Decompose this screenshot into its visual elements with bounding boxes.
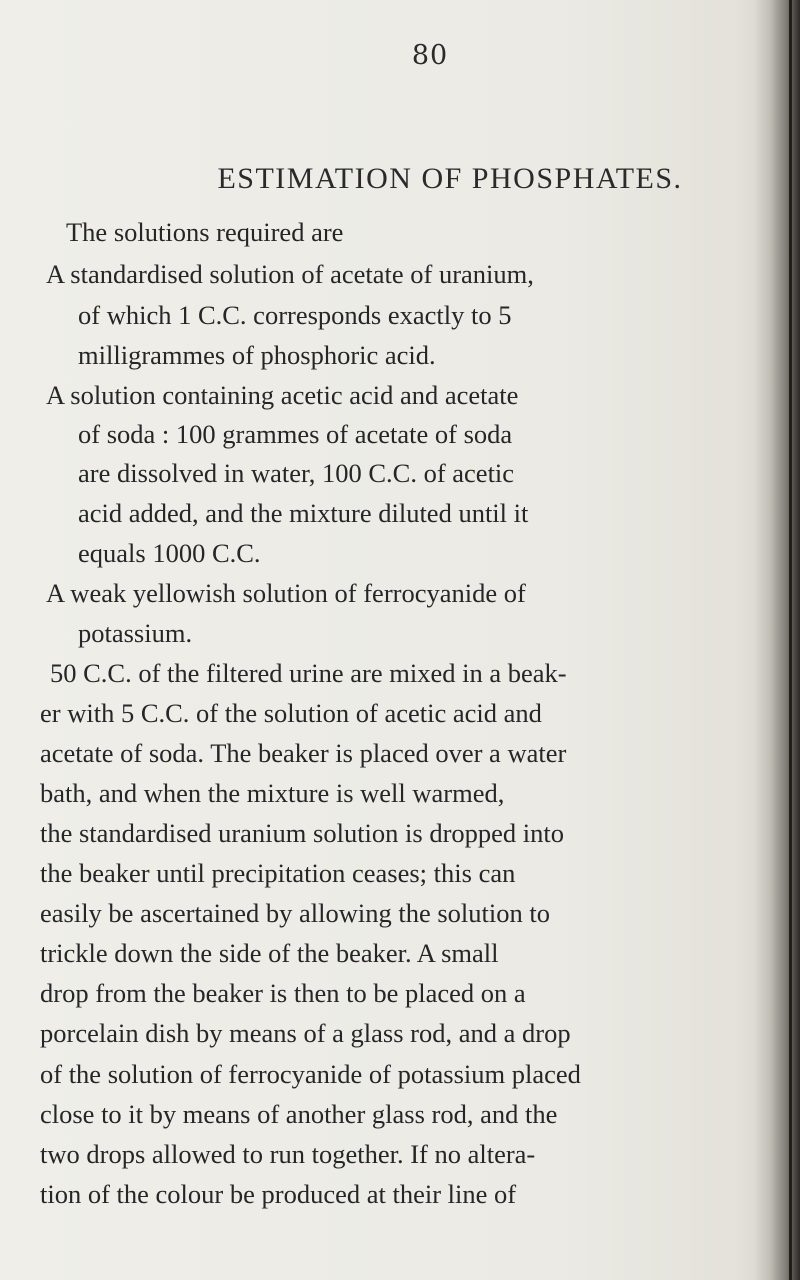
text-line: 50 C.C. of the filtered urine are mixed in a beak- (50, 658, 567, 688)
text-line: A standardised solution of acetate of uranium, (46, 259, 534, 289)
text-line: of which 1 C.C. corresponds exactly to 5 (78, 300, 512, 330)
text-line: of the solution of ferrocyanide of potassium placed (40, 1059, 581, 1089)
text-line: The solutions required are (66, 217, 344, 247)
text-line: A solution containing acetic acid and acetate (46, 380, 519, 410)
text-line: easily be ascertained by allowing the solution to (40, 898, 550, 928)
text-line: equals 1000 C.C. (78, 538, 261, 568)
text-line: trickle down the side of the beaker. A small (40, 938, 499, 968)
text-line: of soda : 100 grammes of acetate of soda (78, 419, 513, 449)
page-number: 80 (411, 40, 449, 71)
text-line: two drops allowed to run together. If no altera- (40, 1139, 536, 1169)
text-line: drop from the beaker is then to be placed on a (40, 978, 526, 1008)
text-line: milligrammes of phosphoric acid. (78, 340, 436, 370)
text-line: acetate of soda. The beaker is placed over a water (40, 738, 567, 768)
text-line: A weak yellowish solution of ferrocyanide of (46, 578, 526, 608)
text-line: the beaker until precipitation ceases; this can (40, 858, 516, 888)
page-title: ESTIMATION OF PHOSPHATES. (217, 162, 683, 195)
text-line: the standardised uranium solution is dropped into (40, 818, 565, 848)
text-line: bath, and when the mixture is well warmed, (40, 778, 505, 808)
text-line: porcelain dish by means of a glass rod, and a drop (40, 1018, 571, 1048)
text-line: er with 5 C.C. of the solution of acetic acid and (40, 698, 542, 728)
text-line: close to it by means of another glass rod, and the (40, 1099, 558, 1129)
text-line: tion of the colour be produced at their line of (40, 1179, 517, 1209)
text-line: are dissolved in water, 100 C.C. of acetic (78, 458, 515, 488)
text-line: potassium. (78, 618, 193, 648)
text-line: acid added, and the mixture diluted until it (78, 498, 529, 528)
